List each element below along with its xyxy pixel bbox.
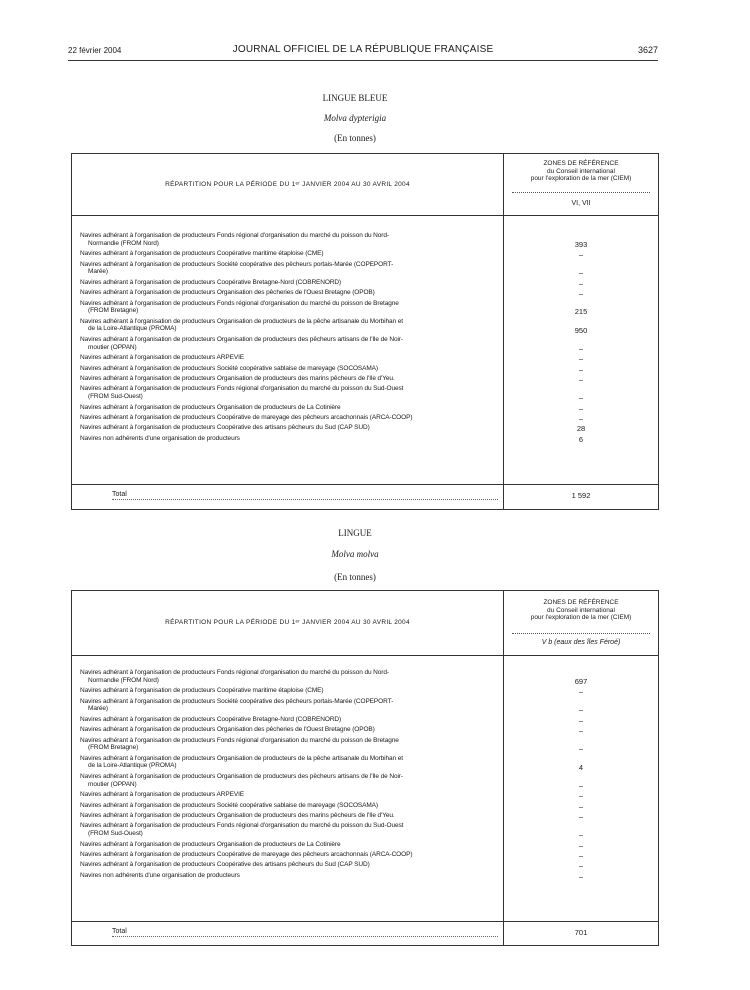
zone-header-line: pour l'exploration de la mer (CIEM) (530, 614, 632, 621)
row-value: – (578, 403, 584, 413)
row-value: – (578, 278, 584, 288)
table-row (80, 791, 500, 799)
row-value: – (578, 830, 584, 840)
row-value: – (578, 289, 584, 299)
table1-title: LINGUE BLEUE (322, 93, 388, 103)
table-row (80, 318, 500, 333)
row-value: – (578, 780, 584, 790)
zone-header-line: du Conseil international (547, 606, 615, 614)
row-value: 6 (578, 434, 584, 444)
zone-header-line: ZONES DE RÉFÉRENCE (543, 599, 619, 606)
row-label-line: Navires adhérant à l'organisation de producteurs Coopérative des artisans pêcheurs du Sud (CAP SUD) (80, 424, 370, 432)
table-row (80, 716, 500, 724)
zone-value: V b (eaux des îles Féroé) (541, 639, 621, 646)
row-label-line: Navires adhérant à l'organisation de producteurs Organisation de producteurs de la pêche artisanale du Morbihan et (80, 317, 403, 325)
row-label-line: Navires adhérant à l'organisation de producteurs Société coopérative des pêcheurs portais-Marée (COPEPORT- (80, 260, 394, 268)
table-row (80, 414, 500, 422)
table-row (80, 336, 500, 351)
total-label: Total (112, 928, 498, 937)
row-label-line: Navires adhérant à l'organisation de producteurs Coopérative de mareyage des pêcheurs arcachonnais (ARCA-COOP) (80, 414, 413, 421)
zone-header-line: du Conseil international (547, 167, 615, 175)
period-header: RÉPARTITION POUR LA PÉRIODE DU 1ᵉʳ JANVIER 2004 AU 30 AVRIL 2004 (165, 181, 410, 188)
row-label-line: (FROM Bretagne) (88, 307, 139, 315)
row-label-line: Navires adhérant à l'organisation de producteurs Organisation de producteurs de La Cotinière (80, 840, 341, 848)
table-row (80, 375, 500, 383)
zone-divider (512, 633, 650, 634)
row-label-line: (FROM Sud-Ouest) (88, 829, 143, 837)
table1-unit: (En tonnes) (334, 133, 376, 143)
row-label-line: Navires adhérant à l'organisation de producteurs Organisation de producteurs des pêcheurs artisans de l'Ile de Noir- (80, 336, 403, 343)
row-label-line: moutier (OPPAN) (88, 780, 137, 788)
row-label-line: (FROM Bretagne) (88, 744, 139, 752)
row-label-line: de la Loire-Atlantique (PROMA) (88, 325, 177, 333)
row-label-line: Navires adhérant à l'organisation de producteurs Organisation de producteurs des pêcheurs artisans de l'Ile de Noir- (80, 773, 403, 780)
table-row (80, 698, 500, 713)
header-rule (72, 215, 658, 216)
row-value: – (578, 375, 584, 384)
row-label-line: Navires adhérant à l'organisation de producteurs Fonds régional d'organisation du marché du poisson de Bretagne (80, 736, 399, 744)
table-row (80, 279, 500, 287)
row-value: 28 (576, 424, 586, 434)
row-value: – (578, 861, 584, 871)
row-label-line: Navires adhérant à l'organisation de producteurs Coopérative maritime étaploise (CME) (80, 687, 324, 695)
row-value: – (578, 250, 584, 260)
table-row (80, 872, 500, 880)
table1-species: Molva dypterigia (323, 113, 387, 123)
zone-value: VI, VII (571, 200, 591, 207)
table-row (80, 841, 500, 849)
row-label-line: Navires adhérant à l'organisation de producteurs Fonds régional d'organisation du marché du poisson de Bretagne (80, 299, 399, 307)
page-number: 3627 (637, 45, 658, 55)
total-value: 701 (574, 928, 588, 937)
row-label-line: Navires adhérant à l'organisation de producteurs Société coopérative sablaise de mareyage (SOCOSAMA) (80, 364, 378, 372)
row-value: – (578, 687, 584, 697)
row-label-line: Marée) (88, 705, 108, 713)
row-value: – (578, 871, 584, 881)
row-label-line: Navires adhérant à l'organisation de producteurs Organisation de producteurs des marins pêcheurs de l'Ile d'Yeu. (80, 812, 395, 819)
table-row (80, 861, 500, 869)
row-label-line: Navires adhérant à l'organisation de producteurs Fonds régional d'organisation du marché du poisson du Nord- (80, 232, 389, 239)
row-value: 950 (574, 325, 588, 335)
row-value: – (578, 705, 584, 715)
total-rule (72, 484, 658, 485)
row-label-line: Navires adhérant à l'organisation de producteurs Organisation de producteurs de La Cotinière (80, 403, 341, 411)
table2-unit: (En tonnes) (334, 572, 376, 582)
row-label-line: Navires adhérant à l'organisation de producteurs Organisation de producteurs de la pêche artisanale du Morbihan et (80, 754, 403, 762)
row-label-line: Navires adhérant à l'organisation de producteurs Organisation des pêcheries de l'Ouest Bretagne (OPOB) (80, 289, 375, 297)
total-value: 1 592 (571, 491, 591, 500)
row-label-line: Normandie (FROM Nord) (88, 239, 159, 247)
table-row (80, 851, 500, 859)
row-value: – (578, 744, 584, 754)
page-header (68, 44, 658, 56)
total-rule (72, 921, 658, 922)
table-row (80, 435, 500, 443)
row-value: 393 (574, 239, 588, 249)
row-label-line: Navires adhérant à l'organisation de producteurs Organisation de producteurs des marins pêcheurs de l'Ile d'Yeu. (80, 375, 395, 382)
table-row (80, 773, 500, 788)
row-label-line: Navires adhérant à l'organisation de producteurs Coopérative Bretagne-Nord (COBRENORD) (80, 278, 342, 286)
row-label-line: Navires adhérant à l'organisation de producteurs Société coopérative sablaise de mareyage (SOCOSAMA) (80, 801, 378, 809)
row-label-line: Navires adhérant à l'organisation de producteurs Coopérative des artisans pêcheurs du Sud (CAP SUD) (80, 861, 370, 869)
zone-header (504, 160, 658, 183)
table-row (80, 250, 500, 258)
table-row (80, 261, 500, 276)
table-row (80, 755, 500, 770)
table-row (80, 726, 500, 734)
row-label-line: Navires adhérant à l'organisation de producteurs Coopérative de mareyage des pêcheurs arcachonnais (ARCA-COOP) (80, 851, 413, 858)
table-row (80, 737, 500, 752)
total-label: Total (112, 491, 498, 500)
row-label-line: Navires adhérant à l'organisation de producteurs Coopérative Bretagne-Nord (COBRENORD) (80, 715, 342, 723)
row-label-line: Normandie (FROM Nord) (88, 676, 159, 684)
period-header: RÉPARTITION POUR LA PÉRIODE DU 1ᵉʳ JANVIER 2004 AU 30 AVRIL 2004 (165, 619, 410, 626)
zone-header (504, 599, 658, 622)
row-label-line: Navires adhérant à l'organisation de producteurs Société coopérative des pêcheurs portais-Marée (COPEPORT- (80, 697, 394, 705)
row-label-line: de la Loire-Atlantique (PROMA) (88, 762, 177, 770)
row-label-line: Navires adhérant à l'organisation de producteurs ARPEVIE (80, 354, 245, 362)
table-row (80, 424, 500, 432)
zone-divider (512, 192, 650, 193)
table2-title: LINGUE (338, 528, 372, 538)
page-date: 22 février 2004 (68, 46, 122, 55)
row-label-line: Navires adhérant à l'organisation de producteurs Fonds régional d'organisation du marché du poisson du Sud-Ouest (80, 385, 404, 393)
row-label-line: Navires adhérant à l'organisation de producteurs Fonds régional d'organisation du marché du poisson du Sud-Ouest (80, 822, 404, 830)
table-row (80, 365, 500, 373)
table-row (80, 802, 500, 810)
zone-header-line: pour l'exploration de la mer (CIEM) (530, 175, 632, 182)
row-value: – (578, 268, 584, 278)
row-value: – (578, 715, 584, 725)
zone-header-line: ZONES DE RÉFÉRENCE (543, 160, 619, 167)
table-row (80, 300, 500, 315)
table-row (80, 289, 500, 297)
row-label-line: moutier (OPPAN) (88, 343, 137, 351)
table-row (80, 404, 500, 412)
table-row (80, 812, 500, 820)
table-row (80, 669, 500, 684)
row-value: – (578, 812, 584, 821)
quota-table-lingue (71, 590, 659, 946)
row-label-line: (FROM Sud-Ouest) (88, 392, 143, 400)
table-row (80, 385, 500, 400)
table-row (80, 687, 500, 695)
row-value: – (578, 726, 584, 736)
table2-species: Molva molva (331, 549, 379, 559)
row-value: – (578, 801, 584, 811)
quota-table-lingue-bleue (71, 153, 659, 510)
row-value: – (578, 393, 584, 403)
row-value: 215 (574, 307, 588, 317)
row-label-line: Navires non adhérents d'une organisation de producteurs (80, 434, 240, 442)
row-label-line: Navires adhérant à l'organisation de producteurs Coopérative maritime étaploise (CME) (80, 250, 324, 258)
row-value: 4 (578, 762, 584, 772)
row-label-line: Navires non adhérents d'une organisation de producteurs (80, 871, 240, 879)
row-value: – (578, 343, 584, 353)
row-label-line: Navires adhérant à l'organisation de producteurs Organisation des pêcheries de l'Ouest Bretagne (OPOB) (80, 726, 375, 734)
header-rule (68, 60, 658, 61)
row-value: 697 (574, 676, 588, 686)
row-label-line: Navires adhérant à l'organisation de producteurs ARPEVIE (80, 791, 245, 799)
table-row (80, 354, 500, 362)
row-value: – (578, 354, 584, 364)
table-row (80, 232, 500, 247)
row-value: – (578, 840, 584, 850)
row-label-line: Marée) (88, 268, 108, 276)
table-row (80, 822, 500, 837)
row-value: – (578, 851, 584, 860)
row-value: – (578, 364, 584, 374)
header-rule (72, 655, 658, 656)
journal-title: JOURNAL OFFICIEL DE LA RÉPUBLIQUE FRANÇAISE (232, 44, 494, 55)
row-value: – (578, 414, 584, 423)
row-value: – (578, 791, 584, 801)
row-label-line: Navires adhérant à l'organisation de producteurs Fonds régional d'organisation du marché du poisson du Nord- (80, 669, 389, 676)
